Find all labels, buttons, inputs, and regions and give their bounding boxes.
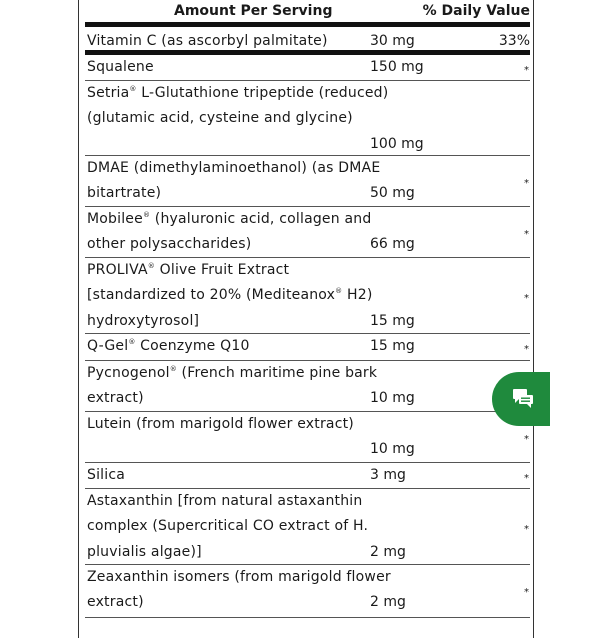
row-divider	[85, 360, 530, 361]
chat-bubble-icon	[512, 387, 534, 409]
nutrient-name-line: DMAE (dimethylaminoethanol) (as DMAE	[87, 160, 381, 176]
chat-button[interactable]	[492, 372, 550, 426]
row-divider	[85, 155, 530, 156]
row-divider	[85, 50, 530, 55]
nutrient-name-line: extract)	[87, 390, 144, 407]
nutrient-name-line: Pycnogenol® (French maritime pine bark	[87, 365, 378, 381]
row-divider	[85, 257, 530, 258]
nutrient-amount: 15 mg	[370, 312, 415, 329]
header-rule	[85, 22, 530, 27]
row-divider	[85, 411, 530, 412]
daily-value-asterisk: *	[524, 434, 529, 446]
row-divider	[85, 80, 530, 81]
nutrient-name-line: other polysaccharides)	[87, 236, 252, 253]
nutrient-name-line: Silica	[87, 467, 126, 483]
nutrient-amount: 2 mg	[370, 543, 406, 560]
row-divider	[85, 462, 530, 463]
nutrient-name-line: extract)	[87, 594, 144, 611]
nutrient-amount: 2 mg	[370, 594, 406, 611]
nutrient-name-line: pluvialis algae)]	[87, 543, 202, 560]
daily-value-asterisk: *	[524, 587, 529, 599]
nutrient-amount: 100 mg	[370, 135, 424, 152]
nutrient-amount: 10 mg	[370, 390, 415, 407]
row-divider	[85, 564, 530, 565]
nutrient-name-line: Vitamin C (as ascorbyl palmitate)	[87, 33, 328, 49]
nutrient-amount: 50 mg	[370, 185, 415, 202]
daily-value-percent: 33%	[498, 33, 530, 49]
nutrient-amount: 30 mg	[370, 33, 415, 49]
nutrient-name-line: complex (Supercritical CO extract of H.	[87, 518, 369, 535]
nutrient-name-line: Setria® L-Glutathione tripeptide (reduced)	[87, 85, 389, 101]
daily-value-asterisk: *	[524, 343, 529, 355]
row-divider	[85, 333, 530, 334]
nutrient-amount: 66 mg	[370, 236, 415, 253]
daily-value-heading: % Daily Value	[422, 3, 530, 19]
nutrient-amount: 3 mg	[370, 467, 406, 483]
nutrient-name-line: hydroxytyrosol]	[87, 312, 200, 329]
daily-value-asterisk: *	[524, 64, 529, 76]
row-divider	[85, 206, 530, 207]
nutrient-name-line: Mobilee® (hyaluronic acid, collagen and	[87, 211, 372, 227]
nutrient-name-line: Squalene	[87, 59, 154, 75]
nutrient-name-line: PROLIVA® Olive Fruit Extract	[87, 262, 290, 278]
daily-value-asterisk: *	[524, 292, 529, 304]
table-header	[79, 0, 533, 24]
nutrient-name-line: Zeaxanthin isomers (from marigold flower	[87, 569, 391, 585]
nutrient-name-line: Lutein (from marigold flower extract)	[87, 416, 354, 432]
daily-value-asterisk: *	[524, 178, 529, 190]
nutrient-name-line: Q-Gel® Coenzyme Q10	[87, 338, 250, 354]
nutrient-amount: 15 mg	[370, 338, 415, 354]
amount-per-serving-heading: Amount Per Serving	[174, 3, 333, 19]
nutrient-amount: 150 mg	[370, 59, 424, 75]
supplement-facts-panel	[78, 0, 534, 638]
daily-value-asterisk: *	[524, 523, 529, 535]
nutrient-name-line: Astaxanthin [from natural astaxanthin	[87, 493, 363, 509]
nutrient-name-line: bitartrate)	[87, 185, 162, 202]
row-divider	[85, 488, 530, 489]
nutrient-name-line: [standardized to 20% (Mediteanox® H2)	[87, 287, 373, 304]
daily-value-asterisk: *	[524, 229, 529, 241]
daily-value-asterisk: *	[524, 472, 529, 484]
row-divider	[85, 617, 530, 618]
nutrient-name-line: (glutamic acid, cysteine and glycine)	[87, 110, 353, 127]
nutrient-amount: 10 mg	[370, 441, 415, 458]
